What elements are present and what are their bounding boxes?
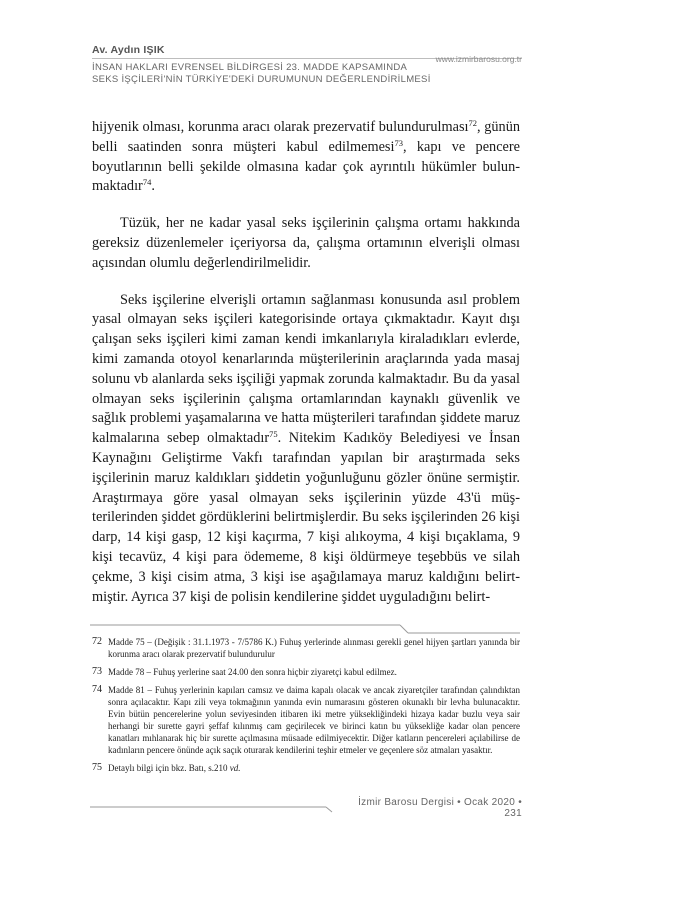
paragraph-1: hijyenik olması, korunma aracı olarak prezervatif bulundurulması$^{72}$, günün belli saatinden sonra müşteri kabul edilmemesi$^{73}$, kapı ve pencere boyutlarının belli şekilde olmasına kadar çok ayrıntılı hükümler bulunmaktadır$^{74}$. [92, 118, 520, 195]
footnote-ref-75[interactable]: 75 [269, 429, 278, 440]
website-url[interactable]: www.izmirbarosu.org.tr [435, 54, 522, 64]
footnote-divider [90, 623, 520, 637]
page-number: 231 [504, 808, 522, 819]
body-text [92, 118, 520, 624]
footnote-text: Madde 78 – Fuhuş yerlerine saat 24.00 den sonra hiçbir ziyaretçi kabul edilmez. [108, 667, 397, 677]
journal-name: İzmir Barosu Dergisi • Ocak 2020 • [358, 797, 522, 808]
footnote-number: 75 [92, 762, 102, 773]
footnote-text: Detaylı bilgi için bkz. Batı, s.210 vd. [108, 763, 241, 773]
footnote-text: Madde 81 – Fuhuş yerlerinin kapıları camsız ve daima kapalı olacak ve ancak ziyaretçiler tarafından çalındıktan sonra açılacaktır. Kapı zili veya tokmağının yanında evin numarasını gösteren okunaklı bir levha bulunacaktır. Evin bütün pencerelerine yolun seviyesinden itibaren iki metre yüksekliğindeki hizaya kadar buzlu veya sair herhangi bir surette gayri şeffaf kılınmış cam geçirilecek ve birinci katın bu yüksekliğe kadar olan pencere kanatları mıhlanarak hiç bir surette açılmasına müsaade edilmiyecektir. Diğer katların pencereleri açılabilirse de kadınların pencere önünde açık saçık oturarak kendilerini teşhir etmeler ve geçenlere söz atmaları yasaktır. [108, 685, 520, 755]
article-title-line-1: İNSAN HAKLARI EVRENSEL BİLDİRGESİ 23. MADDE KAPSAMINDA [92, 62, 408, 73]
page-footer [340, 797, 522, 819]
author-name: Av. Aydın IŞIK [92, 44, 165, 56]
footnote-75 [92, 762, 520, 774]
footnote-ref-74[interactable]: 74 [142, 177, 152, 188]
running-header [92, 44, 522, 86]
footnote-number: 74 [92, 684, 102, 695]
footnote-text: Madde 75 – (Değişik : 31.1.1973 - 7/5786 K.) Fuhuş yerlerinde alınması gerekli genel hijyen şartları yanında bir korunma aracı olarak prezervatif bulundurulur [108, 637, 520, 659]
footnote-73 [92, 666, 520, 678]
footnote-number: 73 [92, 666, 102, 677]
article-title-line-2: SEKS İŞÇİLERİ'NİN TÜRKİYE'DEKİ DURUMUNUN DEĞERLENDİRİLMESİ [92, 74, 431, 85]
footnote-74 [92, 684, 520, 756]
footnote-ref-72[interactable]: 72 [468, 118, 478, 128]
paragraph-3: Seks işçilerine elverişli ortamın sağlanması konusunda asıl problem yasal olmayan seks işçileri kategorisinde ortaya çıkmaktadır. Kayıt dışı çalışan seks işçileri kimi zaman kendi imkanlarıyla kiraladıkları evlerde, kimi zamanda otoyol kenarlarında müşterilerinin araçlarında yada masaj solunu vb alanlarda seks işçiliği yapmak zorunda kalmaktadır. Bu da yasal olmayan seks işçilerinin çalışma ortamlarından kaynaklı güvenlik ve sağlık problemi yaşamalarına ve hatta müşterileri tarafından şiddete maruz kalmalarına sebep olmaktadır$^{75}$. Nitekim Kadıköy Belediyesi ve İnsan Kaynağını Geliştirme Vakfı tarafından yapılan bir araştırmada seks işçilerinin maruz kaldıkları şiddetin yoğunluğunu gözler önüne sermiştir. Araştırmaya göre yasal olmayan seks işçilerinin yüzde 43'ü müşterilerinden şiddet gördüklerini belirtmişlerdir. Bu seks işçilerinden 26 kişi darp, 14 kişi gasp, 12 kişi kaçırma, 7 kişi alıkoyma, 4 kişi bıçaklama, 9 kişi tecavüz, 4 kişi para ödememe, 8 kişi öldürmeye teşebbüs ve silah çekme, 3 kişi cisim atma, 3 kişi ise aşağılamaya maruz kaldığını belirtmiştir. Ayrıca 37 kişi de polisin kendilerine şiddet uyguladığını belirt- [92, 291, 520, 605]
footnote-number: 72 [92, 636, 102, 647]
paragraph-2: Tüzük, her ne kadar yasal seks işçilerinin çalışma ortamı hakkında gereksiz düzenlemeler içeriyorsa da, çalışma ortamının elverişli olması açısından olumlu değerlendirilmelidir. [92, 215, 520, 271]
footer-rule [90, 805, 336, 813]
footnote-ref-73[interactable]: 73 [394, 137, 403, 148]
footnotes [92, 636, 520, 780]
footnote-72 [92, 636, 520, 660]
